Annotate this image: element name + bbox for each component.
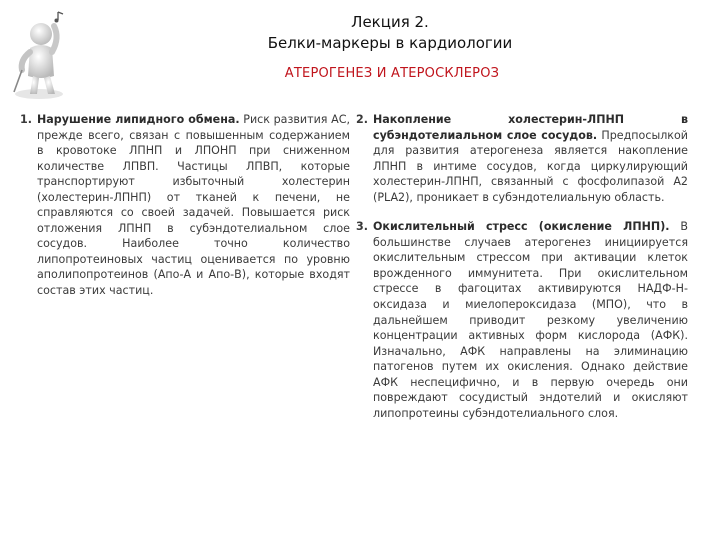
item-body: Риск развития АС, прежде всего, связан с повышенным содержанием в кровотоке ЛПНП и ЛПОНП при сниженном количестве ЛПВП. Частицы ЛПВП, которые транспортируют избыточный холестерин (холестерин-ЛПНП) от тканей к печени, не справляются со своей задачей. Повышается риск отложения ЛПНП в субэндотелиальном слое сосудов. Наиболее точно количество липопротеиновых частиц оценивается по уровню аполипопротеинов (Апо-А и Апо-В), которые входят состав этих частиц. <box>37 113 350 298</box>
item-text <box>373 219 688 421</box>
item-text <box>373 112 688 205</box>
item-lead: Окислительный стресс (окисление ЛПНП). <box>373 220 670 234</box>
list-item <box>356 219 688 421</box>
slide-header <box>240 12 540 54</box>
left-column <box>20 112 350 299</box>
item-body: Предпосылкой для развития атерогенеза является накопление ЛПНП в интиме сосудов, когда циркулирующий холестерин-ЛПНП, связанный с фосфолипазой А2 (PLA2), проникает в субэндотелиальную область. <box>373 128 688 204</box>
item-lead: Накопление холестерин-ЛПНП в субэндотелиальном слое сосудов. <box>373 113 688 142</box>
item-text <box>37 112 350 299</box>
lecture-title: Белки-маркеры в кардиологии <box>267 34 513 52</box>
list-item <box>356 112 688 205</box>
item-lead: Нарушение липидного обмена. <box>37 113 240 126</box>
item-number: 2. <box>356 113 368 126</box>
lecturer-figure-icon <box>8 8 70 100</box>
item-number: 3. <box>356 220 368 234</box>
item-body: В большинстве случаев атерогенез инициируется окислительным стрессом при активации клеток врожденного иммунитета. При окислительном стрессе в фагоцитах активируются НАДФ-Н-оксидаза и миелопероксидаза (МПО), что в дальнейшем приводит резкому увеличению концентрации активных форм кислорода (АФК). Изначально, АФК направлены на элиминацию патогенов путем их окисления. Однако действие АФК неспецифично, и в первую очередь они повреждают сосудистый эндотелий и окисляют липопротеины субэндотелиального слоя. <box>373 220 688 420</box>
lecture-number: Лекция 2. <box>351 13 429 31</box>
slide-subtitle: АТЕРОГЕНЕЗ И АТЕРОСКЛЕРОЗ <box>284 66 500 81</box>
right-column <box>356 112 688 421</box>
item-number: 1. <box>20 113 32 126</box>
list-item <box>20 112 350 299</box>
